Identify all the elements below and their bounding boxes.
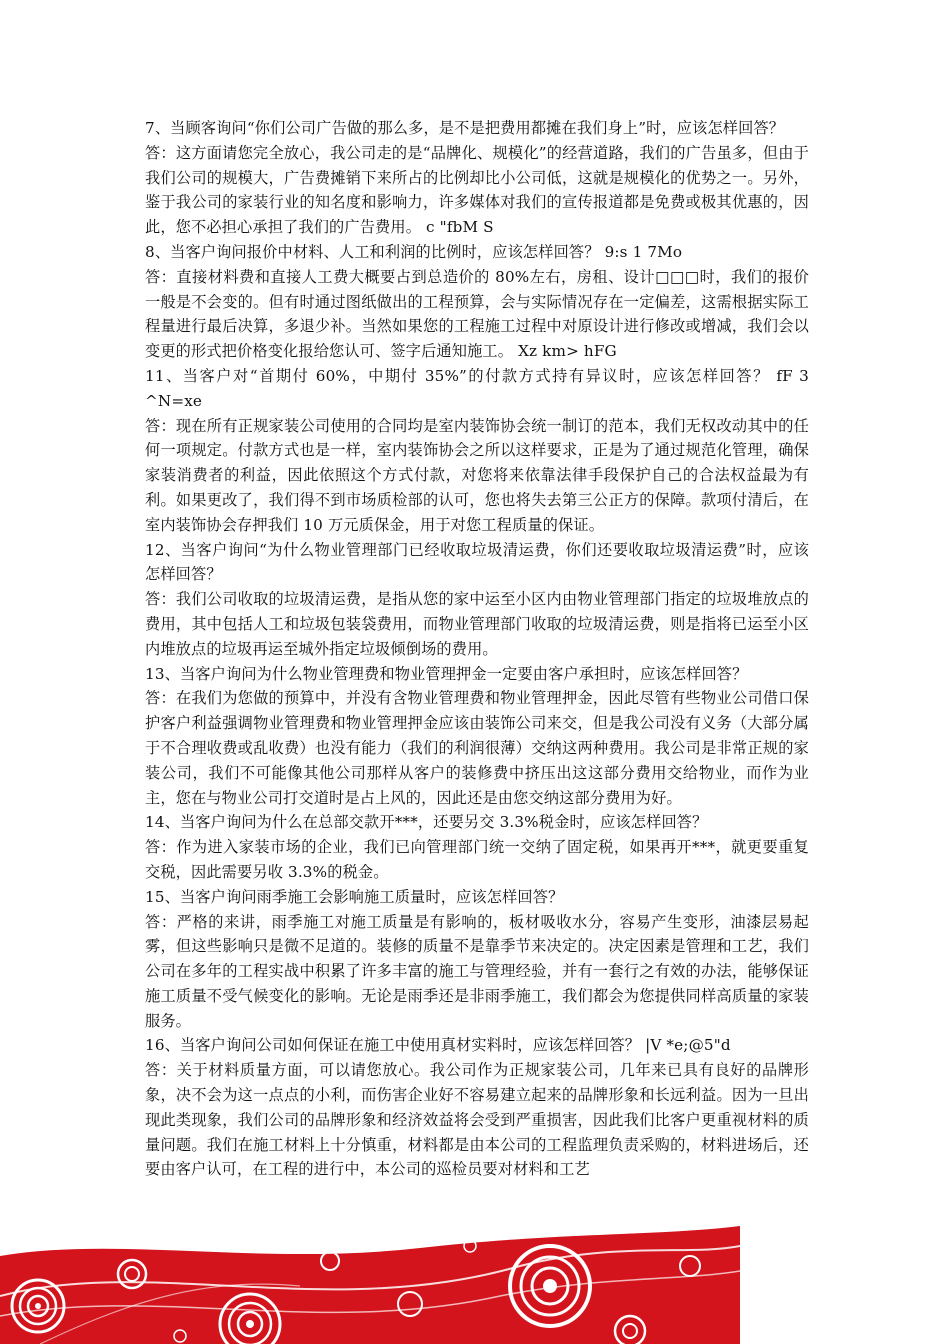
answer-13: 答：在我们为您做的预算中，并没有含物业管理费和物业管理押金，因此尽管有些物业公司借口保护客户利益强调物业管理费和物业管理押金应该由装饰公司来交，但是我公司没有义务（大部分属于不合理收费或乱收费）也没有能力（我们的利润很薄）交纳这两种费用。我公司是非常正规的家装公司，我们不可能像其他公司那样从客户的装修费中挤压出这这部分费用交给物业，而作为业主，您在与物业公司打交道时是占上风的，因此还是由您交纳这部分费用为好。: [145, 689, 809, 807]
question-7: 7、当顾客询问“你们公司广告做的那么多，是不是把费用都摊在我们身上”时，应该怎样回答？: [145, 119, 785, 137]
question-16: 16、当客户询问公司如何保证在施工中使用真材实料时，应该怎样回答？ |V *e;@5"d: [145, 1036, 731, 1055]
red-swirl-banner-icon: [0, 1226, 740, 1344]
answer-15: 答：严格的来讲，雨季施工对施工质量是有影响的，板材吸收水分，容易产生变形，油漆层易起雾，但这些影响只是微不足道的。装修的质量不是靠季节来决定的。决定因素是管理和工艺，我们公司在多年的工程实战中积累了许多丰富的施工与管理经验，并有一套行之有效的办法，能够保证施工质量不受气候变化的影响。无论是雨季还是非雨季施工，我们都会为您提供同样高质量的家装服务。: [145, 912, 809, 1030]
answer-11: 答：现在所有正规家装公司使用的合同均是室内装饰协会统一制订的范本，我们无权改动其中的任何一项规定。付款方式也是一样，室内装饰协会之所以这样要求，正是为了通过规范化管理，确保家装消费者的利益，因此依照这个方式付款，对您将来依靠法律手段保护自己的合法权益最为有利。如果更改了，我们得不到市场质检部的认可，您也将失去第三公正方的保障。款项付清后，在室内装饰协会存押我们 10 万元质保金，用于对您工程质量的保证。: [145, 416, 809, 534]
document-body: [145, 116, 809, 1182]
question-13: 13、当客户询问为什么物业管理费和物业管理押金一定要由客户承担时，应该怎样回答？: [145, 664, 748, 683]
red-band: [0, 1226, 740, 1344]
answer-7: 答：这方面请您完全放心，我公司走的是“品牌化、规模化”的经营道路，我们的广告虽多，但由于我们公司的规模大，广告费摊销下来所占的比例却比小公司低，这就是规模化的优势之一。另外，鉴于我公司的家装行业的知名度和影响力，许多媒体对我们的宣传报道都是免费或极其优惠的，因此，您不必担心承担了我们的广告费用。 c "fbM S: [145, 143, 809, 237]
question-8: 8、当客户询问报价中材料、人工和利润的比例时，应该怎样回答？ 9:s 1 7Mo: [145, 242, 683, 261]
answer-8: 答：直接材料费和直接人工费大概要占到总造价的 80%左右，房租、设计□□□时，我们的报价一般是不会变的。但有时通过图纸做出的工程预算，会与实际情况存在一定偏差，这需根据实际工程量进行最后决算，多退少补。当然如果您的工程施工过程中对原设计进行修改或增减，我们会以变更的形式把价格变化报给您认可、签字后通知施工。 Xz km> hFG: [145, 267, 809, 361]
question-15: 15、当客户询问雨季施工会影响施工质量时，应该怎样回答？: [145, 887, 564, 906]
answer-14: 答：作为进入家装市场的企业，我们已向管理部门统一交纳了固定税，如果再开***，就更要重复交税，因此需要另收 3.3%的税金。: [145, 838, 809, 881]
answer-16: 答：关于材料质量方面，可以请您放心。我公司作为正规家装公司，几年来已具有良好的品牌形象，决不会为这一点点的小利，而伤害企业好不容易建立起来的品牌形象和长远利益。因为一旦出现此类现象，我们公司的品牌形象和经济效益将会受到严重损害，因此我们比客户更重视材料的质量问题。我们在施工材料上十分慎重，材料都是由本公司的工程监理负责采购的，材料进场后，还要由客户认可，在工程的进行中，本公司的巡检员要对材料和工艺: [145, 1061, 809, 1179]
question-12: 12、当客户询问“为什么物业管理部门已经收取垃圾清运费，你们还要收取垃圾清运费”时，应该怎样回答？: [145, 540, 809, 584]
question-11: 11、当客户对“首期付 60%，中期付 35%”的付款方式持有异议时，应该怎样回答？ fF 3 ^N=xe: [145, 366, 809, 410]
answer-12: 答：我们公司收取的垃圾清运费，是指从您的家中运至小区内由物业管理部门指定的垃圾堆放点的费用，其中包括人工和垃圾包装袋费用，而物业管理部门收取的垃圾清运费，则是指将已运至小区内堆放点的垃圾再运至城外指定垃圾倾倒场的费用。: [145, 590, 809, 658]
question-14: 14、当客户询问为什么在总部交款开***，还要另交 3.3%税金时，应该怎样回答？: [145, 813, 708, 832]
